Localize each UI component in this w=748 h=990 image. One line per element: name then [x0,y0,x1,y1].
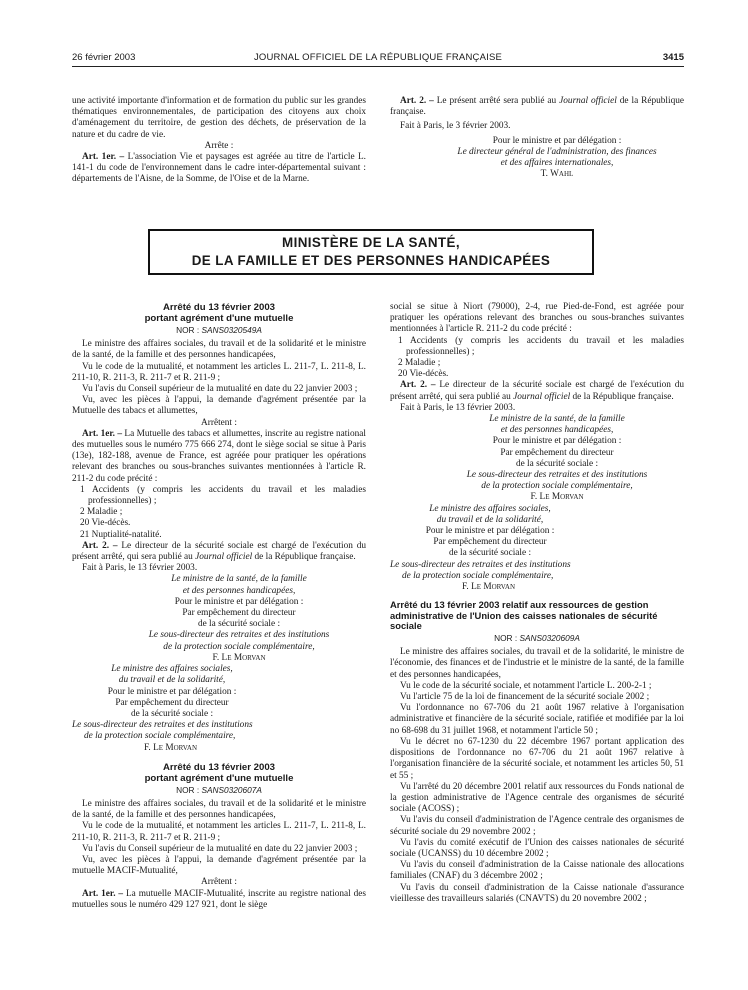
journal-ref: Journal officiel [195,552,253,563]
ministry-line-1: MINISTÈRE DE LA SANTÉ, [282,235,460,250]
article-2 [390,380,684,402]
signature-line: de la protection sociale complémentaire, [163,641,315,652]
article-text: Le directeur de la sécurité sociale est chargé de l'exécution du présent arrêté, qui sera publié au [72,540,367,563]
list-item: 1 Accidents (y compris les accidents du travail et les maladies professionnelles) ; [398,335,684,357]
paragraph: Vu le code de la sécurité sociale, et notamment l'article L. 200-2-1 ; [400,680,652,691]
paragraph: Le ministre des affaires sociales, du travail et de la solidarité, le ministre de l'économie, des finances et de l'industrie et le ministre de la santé, de la famille et des personnes handicapées, [390,647,684,680]
article-text: Le directeur de la sécurité sociale est chargé de l'exécution du présent arrêté, qui sera publié au [390,380,685,402]
signature-name: F. Le Morvan [144,742,198,753]
signature-line: de la protection sociale complémentaire, [84,731,236,742]
continuation-text: social se situe à Niort (79000), 2-4, rue Pied-de-Fond, est agréée pour pratiquer les opérations relevant des branches ou sous-branches suivantes mentionnées à l'article R. 211-2 du code précité : [390,302,684,335]
paragraph: Vu, avec les pièces à l'appui, la demande d'agrément présentée par la mutuelle MACIF-Mutualité, [72,854,366,877]
signature-line: de la protection sociale complémentaire, [402,570,554,581]
article-1 [72,152,366,186]
article-label: Art. 2. – [82,540,118,551]
signature-block-2 [72,664,272,720]
right-column [390,302,684,905]
signature-line: Le sous-directeur des retraites et des institutions [72,720,253,731]
article-label: Art. 2. – [400,96,434,106]
branch-list [72,485,366,541]
signature-line: de la sécurité sociale : [515,458,599,469]
paragraph: Vu l'avis du Conseil supérieur de la mutualité en date du 22 janvier 2003 ; [82,384,358,395]
article-2 [390,96,684,118]
top-right-block [390,96,684,180]
signature-title-2: et des affaires internationales, [500,158,614,169]
signature-line: Par empêchement du directeur [500,447,614,458]
fait-line: Fait à Paris, le 13 février 2003. [82,563,198,574]
signature-line: de la sécurité sociale : [130,708,214,719]
nor-code: SANS0320609A [519,633,580,644]
list-item: 20 Vie-décès. [80,518,131,529]
signature-title-1: Le directeur général de l'administration, des finances [457,146,657,157]
article-text: La Mutuelle des tabacs et allumettes, inscrite au registre national des mutuelles sous le numéro 775 666 274, dont le siège social se situe à Paris (13e), 182-188, avenue de France, est agréée pour pratiquer les opérations relevant des branches ou sous-branches suivantes mentionnées à l'article R. 211-2 du code précité : [72,428,366,484]
nor-code: SANS0320549A [201,325,262,335]
article-text-end: de la République française. [570,391,674,402]
paragraph: Vu l'arrêté du 20 décembre 2001 relatif aux ressources du Fonds national de la gestion administrative de l'Agence centrale des organismes de sécurité sociale (ACOSS) ; [390,781,684,815]
signature-block-1 [390,414,684,504]
signature-line: et des personnes handicapées, [500,425,614,436]
paragraph: Vu, avec les pièces à l'appui, la demande d'agrément présentée par la Mutuelle des tabacs et allumettes, [72,395,366,417]
arrete-3-title: Arrêté du 13 février 2003 relatif aux ressources de gestion administrative de l'Union des caisses nationales de sécurité sociale [390,599,658,632]
header-date: 26 février 2003 [72,52,136,63]
paragraph: Vu l'avis du comité exécutif de l'Union des caisses nationales de sécurité sociale (UCANSS) du 10 décembre 2002 ; [390,837,684,859]
article-1 [72,429,366,485]
signature-block-2 [390,504,590,560]
fait-line: Fait à Paris, le 3 février 2003. [400,121,511,132]
signature-line: Le sous-directeur des retraites et des institutions [148,630,330,641]
article-text: La mutuelle MACIF-Mutualité, inscrite au registre national des mutuelles sous le numéro 429 127 921, dont le siège [72,888,366,910]
arrete-2-title-1: Arrêté du 13 février 2003 [163,761,275,773]
paragraph: Vu le code de la mutualité, et notamment les articles L. 211-7, L. 211-8, L. 211-10, R. 211-3, R. 211-7 et R. 211-9 ; [72,361,366,383]
signature-line: Pour le ministre et par délégation : [425,526,555,537]
signature-line: Le ministre de la santé, de la famille [489,414,625,425]
list-item: 2 Maladie ; [398,358,441,369]
top-left-block [72,96,366,186]
article-text: Le présent arrêté sera publié au [433,96,560,106]
signature-line: de la sécurité sociale : [197,619,281,630]
article-1 [72,889,366,911]
arretent-heading: Arrêtent : [201,417,237,428]
ministry-line-2: DE LA FAMILLE ET DES PERSONNES HANDICAPÉES [191,253,551,268]
signature-line: de la protection sociale complémentaire, [481,481,633,492]
signature-line: Le ministre des affaires sociales, [111,664,233,675]
header-rule [72,66,684,67]
fait-line: Fait à Paris, le 13 février 2003. [400,402,516,413]
nor-label: NOR : [176,784,202,795]
article-label: Art. 1er. – [82,152,125,163]
nor-label: NOR : [494,633,520,644]
list-item: 1 Accidents (y compris les accidents du travail et les maladies professionnelles) ; [80,484,366,507]
list-item: 2 Maladie ; [80,507,123,518]
list-item: 21 Nuptialité-natalité. [80,529,162,540]
list-item: 20 Vie-décès. [398,369,449,380]
paragraph: Le ministre des affaires sociales, du travail et de la solidarité et le ministre de la santé, de la famille et des personnes handicapées, [72,339,366,361]
signature-line: Le sous-directeur des retraites et des institutions [390,559,571,570]
signature-line: du travail et de la solidarité, [118,675,226,686]
nor-code: SANS0320607A [201,784,262,795]
article-label: Art. 2. – [400,380,436,391]
signature-line: Par empêchement du directeur [182,608,296,619]
paragraph: Le ministre des affaires sociales, du travail et de la solidarité et le ministre de la santé, de la famille et des personnes handicapées, [72,798,366,821]
signature-line: et des personnes handicapées, [182,585,296,596]
paragraph: Vu l'avis du conseil d'administration de la Caisse nationale des allocations familiales (CNAF) du 3 décembre 2002 ; [390,860,684,882]
ministry-heading-box [148,229,594,275]
branch-list [390,336,684,381]
signature-name: F. Le Morvan [530,492,584,503]
article-2 [72,541,366,563]
continuation-text: une activité importante d'information et de formation du public sur les grandes thématiques environnementales, de participation des citoyens aux choix d'aménagement du territoire, de gestion des déchets, de préservation de la nature et du cadre de vie. [72,96,366,140]
signature-block-1 [72,574,366,664]
signature-line: Le ministre de la santé, de la famille [171,574,307,585]
page-number: 3415 [662,52,684,63]
signature-name: T. Wahl [540,169,574,180]
article-text: L'association Vie et paysages est agréée au titre de l'article L. 141-1 du code de l'environnement dans le cadre inter-départemental suivant : départements de l'Aisne, de la Somme, de l'Oise et de la Marne. [72,152,367,185]
signature-line: Le sous-directeur des retraites et des institutions [466,470,648,481]
nor-line [72,325,366,336]
signature-pour: Pour le ministre et par délégation : [492,135,622,146]
signature-line: Le ministre des affaires sociales, [429,503,551,514]
nor-line [72,785,366,796]
paragraph: Vu l'avis du Conseil supérieur de la mutualité en date du 22 janvier 2003 ; [82,843,358,854]
nor-line [390,633,684,644]
paragraph: Vu le décret no 67-1230 du 22 décembre 1967 portant application des dispositions de l'ordonnance no 67-706 du 21 août 1967 relative à l'organisation financière de la sécurité sociale, et notamment les articles 50, 51 et 55 ; [390,736,684,781]
signature-line: Pour le ministre et par délégation : [107,686,237,697]
signature-name: F. Le Morvan [462,582,516,593]
arrete-heading: Arrête : [204,140,234,151]
journal-ref: Journal officiel [513,391,571,402]
signature-line: Pour le ministre et par délégation : [492,436,622,447]
signature-line: Pour le ministre et par délégation : [174,596,304,607]
journal-title: JOURNAL OFFICIEL DE LA RÉPUBLIQUE FRANÇAISE [253,52,503,63]
article-label: Art. 1er. – [82,428,123,439]
signature-name: F. Le Morvan [212,652,266,663]
paragraph: Vu l'ordonnance no 67-706 du 21 août 1967 relative à l'organisation administrative et financière de la sécurité sociale, ratifiée et modifiée par la loi no 68-698 du 31 juillet 1968, et notamment l'article 50 ; [390,703,684,736]
paragraph: Vu l'avis du conseil d'administration de l'Agence centrale des organismes de sécurité sociale du 29 novembre 2002 ; [390,815,684,837]
journal-ref: Journal officiel [559,96,617,106]
signature-line: Par empêchement du directeur [433,537,547,548]
arrete-2-title-2: portant agrément d'une mutuelle [144,772,294,784]
page-header [72,52,684,66]
arretent-heading: Arrêtent : [201,877,237,888]
article-text-end: de la République française. [390,96,684,118]
article-label: Art. 1er. – [82,888,124,899]
paragraph: Vu l'avis du conseil d'administration de la Caisse nationale d'assurance vieillesse des travailleurs salariés (CNAVTS) du 20 novembre 2002 ; [390,882,684,904]
paragraph: Vu l'article 75 de la loi de financement de la sécurité sociale 2002 ; [400,692,650,703]
article-text-end: de la République française. [252,552,356,563]
arrete-1-title-2: portant agrément d'une mutuelle [144,313,294,324]
paragraph: Vu le code de la mutualité, et notamment les articles L. 211-7, L. 211-8, L. 211-10, R. 211-3, R. 211-7 et R. 211-9 ; [72,821,366,843]
signature-line: du travail et de la solidarité, [436,514,544,525]
signature-line: Par empêchement du directeur [115,697,229,708]
signature-line: de la sécurité sociale : [448,548,532,559]
arrete-1-title-1: Arrêté du 13 février 2003 [163,302,275,313]
nor-label: NOR : [176,325,202,335]
left-column [72,302,366,911]
